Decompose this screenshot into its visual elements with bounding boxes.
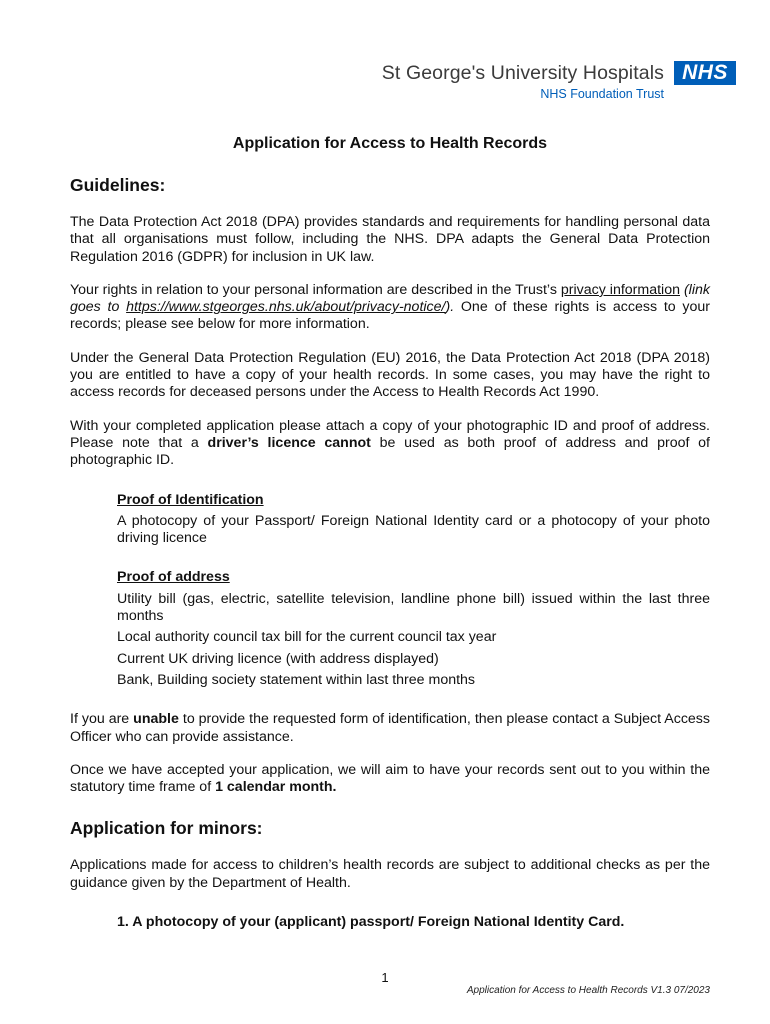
- proof-of-address-section: [70, 569, 710, 689]
- attach-text-b: be used as both proof of address and proof of photographic ID.: [70, 434, 710, 469]
- document-body: [70, 135, 710, 931]
- accepted-text-a: Once we have accepted your application, we will aim to have your records sent out to you within the statutory time frame of: [70, 761, 710, 796]
- attach-text-bold: driver’s licence cannot: [207, 434, 371, 451]
- document-reference: Application for Access to Health Records V1.3 07/2023: [466, 985, 710, 996]
- privacy-notice-url-link[interactable]: https://www.stgeorges.nhs.uk/about/privacy-notice/: [126, 299, 446, 316]
- guidelines-heading: Guidelines:: [70, 175, 166, 195]
- dpa-paragraph: The Data Protection Act 2018 (DPA) provides standards and requirements for handling personal data that all organisations must follow, including the NHS. DPA adapts the General Data Protection Regulation 2016 (GDPR) for inclusion in UK law.: [70, 214, 710, 265]
- accepted-paragraph: [70, 762, 710, 797]
- rights-text-d: One of these rights is access to your records; please see below for more information.: [70, 299, 710, 333]
- proof-of-identification-section: [70, 492, 710, 548]
- org-subtitle: NHS Foundation Trust: [540, 87, 664, 101]
- org-name: St George's University Hospitals: [381, 62, 664, 84]
- proof-of-identification-text: A photocopy of your Passport/ Foreign National Identity card or a photocopy of your photo driving licence: [117, 512, 710, 547]
- rights-paragraph: [70, 282, 710, 334]
- page-number: 1: [381, 970, 389, 985]
- rights-text-b: (link goes to: [70, 281, 710, 316]
- proof-of-address-item: Utility bill (gas, electric, satellite television, landline phone bill) issued within the last three months: [117, 590, 710, 625]
- accepted-text-bold: 1 calendar month.: [215, 779, 337, 796]
- unable-text-b: to provide the requested form of identification, then please contact a Subject Access Officer who can provide assistance.: [70, 711, 710, 745]
- trust-logo: [316, 60, 736, 104]
- unable-text-bold: unable: [133, 711, 179, 728]
- rights-text-c: ).: [445, 299, 455, 316]
- rights-text-a: Your rights in relation to your personal information are described in the Trust’s: [70, 281, 561, 298]
- proof-of-address-item: Bank, Building society statement within last three months: [117, 671, 476, 688]
- nhs-logo-badge: NHS: [674, 61, 736, 85]
- unable-text-a: If you are: [70, 711, 134, 728]
- attach-text-a: With your completed application please attach a copy of your photographic ID and proof of address. Please note that a: [70, 417, 710, 451]
- proof-of-address-item: Local authority council tax bill for the current council tax year: [117, 629, 497, 646]
- unable-paragraph: [70, 711, 710, 746]
- minors-paragraph: Applications made for access to children’s health records are subject to additional checks as per the guidance given by the Department of Health.: [70, 857, 710, 891]
- proof-of-identification-heading: Proof of Identification: [117, 491, 264, 508]
- minors-requirement-1: 1. A photocopy of your (applicant) passport/ Foreign National Identity Card.: [117, 914, 625, 931]
- proof-of-address-heading: Proof of address: [117, 569, 230, 586]
- minors-heading: Application for minors:: [70, 818, 263, 839]
- document-title: Application for Access to Health Records: [232, 135, 548, 152]
- gdpr-paragraph: Under the General Data Protection Regulation (EU) 2016, the Data Protection Act 2018 (DPA 2018) you are entitled to have a copy of your health records. In some cases, you may have the right to access records for deceased persons under the Access to Health Records Act 1990.: [70, 349, 710, 401]
- proof-of-address-item: Current UK driving licence (with address displayed): [117, 650, 439, 667]
- privacy-information-link[interactable]: privacy information: [560, 281, 680, 298]
- attach-id-paragraph: [70, 418, 710, 470]
